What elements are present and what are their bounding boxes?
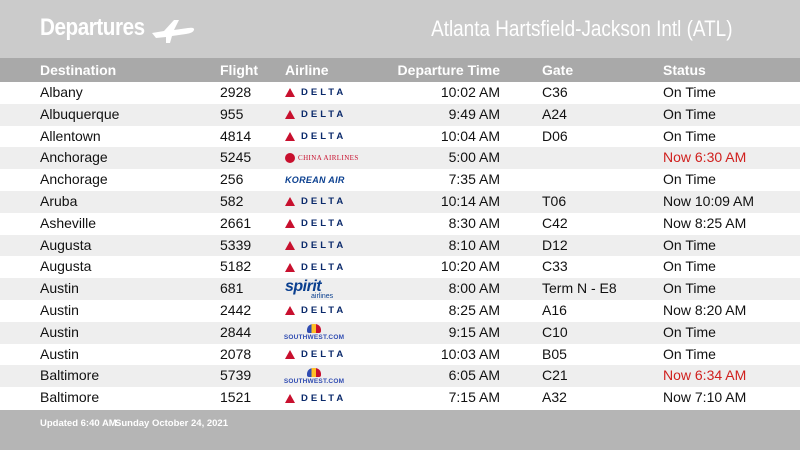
airline-name: SOUTHWEST.COM [283,377,345,385]
gate-cell: D12 [542,236,568,253]
table-row [0,191,800,213]
delta-widget-icon [285,394,295,403]
footer-bar [0,410,800,450]
status-cell: On Time [663,323,716,340]
flight-cell: 5245 [220,149,252,166]
delta-logo [285,82,346,104]
table-row [0,126,800,148]
status-cell: Now 8:25 AM [663,214,747,231]
destination-cell: Anchorage [40,171,108,188]
column-departure-time: Departure Time [397,62,500,78]
flight-cell: 5182 [220,258,252,275]
airline-name: DELTA [301,218,347,230]
gate-cell: C36 [542,84,568,100]
gate-cell: C42 [542,214,568,231]
spirit-airlines-logo [285,278,333,300]
delta-logo [285,344,346,366]
destination-cell: Austin [40,301,79,318]
gate-cell: C33 [542,258,568,275]
flight-cell: 5339 [220,236,252,253]
delta-widget-icon [285,88,295,97]
delta-logo [285,191,346,213]
china-airlines-logo [285,147,359,169]
status-cell: Now 10:09 AM [663,192,755,209]
departure-time-cell: 8:25 AM [448,301,500,318]
flight-cell: 2442 [220,301,252,318]
delta-logo [285,213,346,235]
delta-widget-icon [285,197,295,206]
destination-cell: Baltimore [40,367,100,384]
airline-name: SOUTHWEST.COM [283,334,345,342]
gate-cell: C10 [542,323,568,340]
departure-time-cell: 8:30 AM [448,214,500,231]
updated-time: Updated 6:40 AM [40,418,117,429]
southwest-logo [285,365,343,387]
status-cell: Now 6:34 AM [663,367,747,384]
table-row [0,169,800,191]
column-header-row [0,58,800,82]
flight-cell: 2844 [220,323,252,340]
page-title: Departures [40,14,145,41]
departure-time-cell: 10:02 AM [440,84,500,100]
departure-time-cell: 7:15 AM [448,389,500,406]
status-cell: On Time [663,84,716,100]
status-cell: Now 7:10 AM [663,389,747,406]
flight-cell: 2928 [220,84,252,100]
airline-name: CHINA AIRLINES [298,154,359,163]
departure-time-cell: 7:35 AM [448,171,500,188]
delta-logo [285,300,346,322]
destination-cell: Albuquerque [40,105,120,122]
table-row [0,387,800,409]
table-row [0,344,800,366]
flight-cell: 5739 [220,367,252,384]
flight-cell: 256 [220,171,244,188]
heart-icon [307,324,321,333]
gate-cell: Term N - E8 [542,280,617,297]
gate-cell: D06 [542,127,568,144]
delta-widget-icon [285,219,295,228]
gate-cell: A16 [542,301,567,318]
column-status: Status [663,62,706,78]
delta-widget-icon [285,350,295,359]
table-row [0,322,800,344]
delta-logo [285,235,346,257]
airline-name: DELTA [301,392,347,404]
airline-subtitle: airlines [311,292,334,300]
airline-name: DELTA [301,305,347,317]
table-row [0,82,800,104]
flight-cell: 2078 [220,345,252,362]
southwest-logo [285,322,343,344]
flight-cell: 2661 [220,214,252,231]
column-airline: Airline [285,62,329,78]
destination-cell: Baltimore [40,389,100,406]
table-row [0,235,800,257]
airline-name: DELTA [301,239,347,251]
airline-name: spirit [285,277,322,295]
airline-name: DELTA [301,261,347,273]
flight-cell: 4814 [220,127,252,144]
airline-name: DELTA [301,87,347,99]
delta-logo [285,104,346,126]
korean-air-logo [285,169,345,191]
gate-cell: B05 [542,345,567,362]
status-cell: On Time [663,127,716,144]
table-row [0,278,800,300]
delta-logo [285,126,346,148]
title-bar [0,0,800,58]
destination-cell: Anchorage [40,149,108,166]
plum-blossom-icon [285,153,295,163]
gate-cell: C21 [542,367,568,384]
flight-cell: 681 [220,280,244,297]
destination-cell: Albany [40,84,83,100]
table-row [0,213,800,235]
column-gate: Gate [542,62,574,78]
status-cell: On Time [663,236,716,253]
destination-cell: Augusta [40,258,92,275]
status-cell: Now 6:30 AM [663,149,747,166]
table-row [0,365,800,387]
airline-name: DELTA [301,196,347,208]
table-row [0,300,800,322]
delta-widget-icon [285,132,295,141]
destination-cell: Austin [40,280,79,297]
destination-cell: Austin [40,345,79,362]
delta-widget-icon [285,110,295,119]
table-row [0,147,800,169]
departure-time-cell: 9:15 AM [448,323,500,340]
departure-time-cell: 5:00 AM [448,149,500,166]
airline-name: DELTA [301,109,347,121]
airline-name: DELTA [301,130,347,142]
departure-time-cell: 8:10 AM [448,236,500,253]
departure-time-cell: 10:14 AM [440,192,500,209]
table-row [0,104,800,126]
airport-name: Atlanta Hartsfield-Jackson Intl (ATL) [430,16,732,41]
column-flight: Flight [220,62,259,78]
departure-time-cell: 6:05 AM [448,367,500,384]
status-cell: On Time [663,258,716,275]
status-cell: On Time [663,171,716,188]
current-date: Sunday October 24, 2021 [115,418,228,429]
gate-cell: T06 [542,192,567,209]
delta-logo [285,387,346,409]
departures-table [0,82,800,409]
destination-cell: Augusta [40,236,92,253]
table-row [0,256,800,278]
flight-cell: 582 [220,192,244,209]
delta-widget-icon [285,241,295,250]
heart-icon [307,368,321,377]
departure-time-cell: 10:03 AM [440,345,500,362]
airline-name: KOREAN AIR [285,175,345,186]
column-destination: Destination [40,62,117,78]
departure-time-cell: 9:49 AM [448,105,500,122]
delta-logo [285,256,346,278]
destination-cell: Asheville [40,214,97,231]
destination-cell: Austin [40,323,79,340]
status-cell: On Time [663,280,716,297]
destination-cell: Allentown [40,127,101,144]
departure-time-cell: 10:04 AM [440,127,500,144]
gate-cell: A32 [542,389,567,406]
gate-cell: A24 [542,105,567,122]
departure-time-cell: 10:20 AM [440,258,500,275]
airline-name: DELTA [301,348,347,360]
plane-icon [150,16,196,44]
status-cell: Now 8:20 AM [663,301,747,318]
departure-time-cell: 8:00 AM [448,280,500,297]
delta-widget-icon [285,306,295,315]
delta-widget-icon [285,263,295,272]
flight-cell: 955 [220,105,244,122]
flight-cell: 1521 [220,389,252,406]
status-cell: On Time [663,105,716,122]
destination-cell: Aruba [40,192,78,209]
status-cell: On Time [663,345,716,362]
